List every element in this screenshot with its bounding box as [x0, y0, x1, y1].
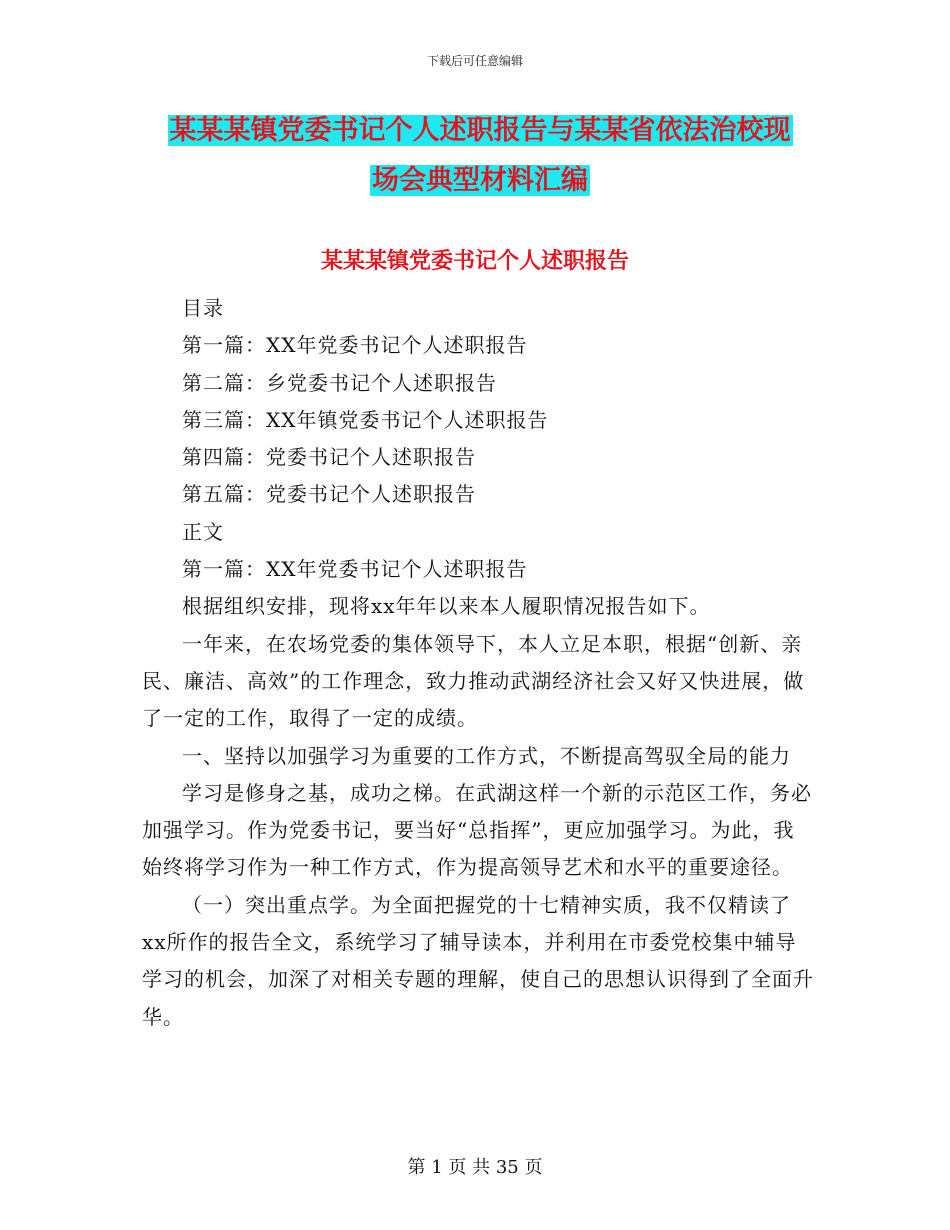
paragraph: 第一篇：XX年党委书记个人述职报告: [182, 557, 528, 582]
paragraph: 正文: [182, 519, 224, 544]
paragraph: 根据组织安排，现将xx年年以来本人履职情况报告如下。: [182, 594, 711, 619]
paragraph: 第三篇：XX年镇党委书记个人述职报告: [182, 407, 549, 432]
paragraph: 学习是修身之基，成功之梯。在武湖这样一个新的示范区工作，务必加强学习。作为党委书记，要当好“总指挥”，更应加强学习。为此，我始终将学习作为一种工作方式，作为提高领导艺术和水平的重要途径。: [142, 780, 812, 880]
header-note: 下载后可任意编辑: [426, 54, 523, 68]
document-title: [140, 106, 820, 206]
paragraph: 第五篇：党委书记个人述职报告: [182, 482, 476, 507]
document-title-line-2: 场会典型材料汇编: [372, 165, 588, 196]
paragraph: （一）突出重点学。为全面把握党的十七精神实质，我不仅精读了xx所作的报告全文，系统学习了辅导读本，并利用在市委党校集中辅导学习的机会，加深了对相关专题的理解，使自己的思想认识得到了全面升华。: [142, 892, 814, 1029]
page-footer: 第 1 页 共 35 页: [407, 1157, 543, 1178]
section-title: 某某某镇党委书记个人述职报告: [320, 249, 629, 274]
paragraph: 第四篇：党委书记个人述职报告: [182, 445, 476, 470]
document-body: [142, 290, 814, 1036]
paragraph: 第一篇：XX年党委书记个人述职报告: [182, 333, 528, 358]
paragraph: 一年来，在农场党委的集体领导下，本人立足本职，根据“创新、亲民、廉洁、高效”的工作理念，致力推动武湖经济社会又好又快进展，做了一定的工作，取得了一定的成绩。: [142, 631, 805, 731]
paragraph: 第二篇：乡党委书记个人述职报告: [182, 370, 497, 395]
paragraph: 目录: [182, 296, 224, 320]
paragraph: 一、坚持以加强学习为重要的工作方式，不断提高驾驭全局的能力: [182, 743, 791, 768]
document-title-line-1: 某某某镇党委书记个人述职报告与某某省依法治校现: [169, 115, 791, 146]
